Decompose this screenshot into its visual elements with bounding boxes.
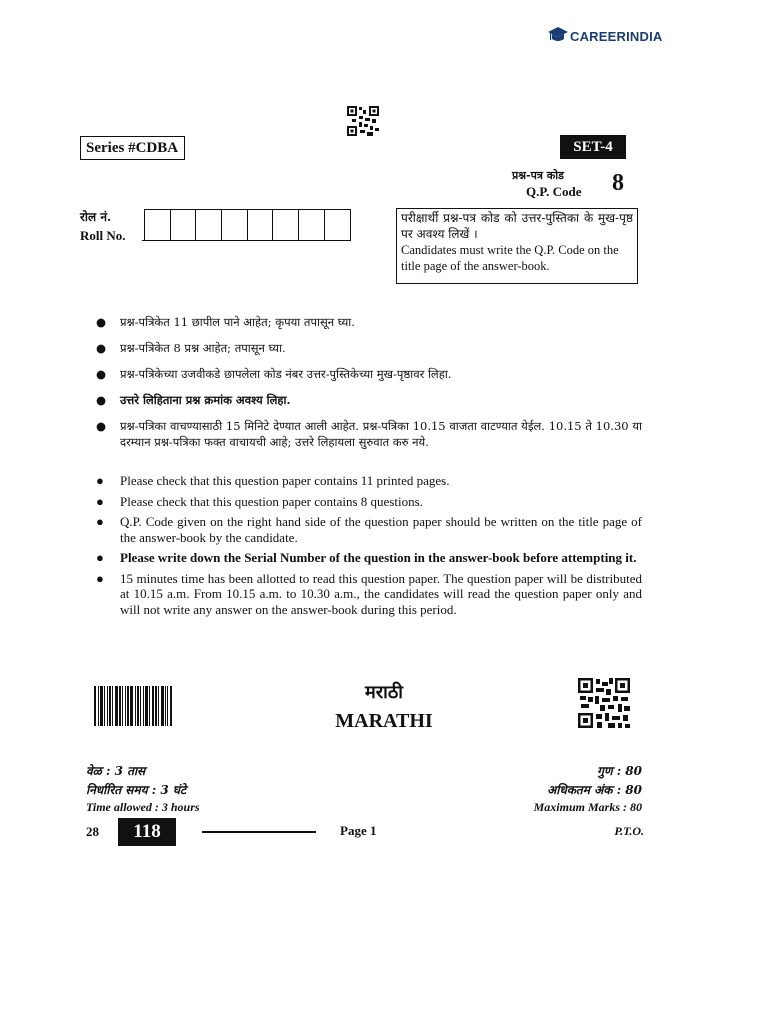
roll-digit-box[interactable] [171,210,197,240]
bullet-icon: ● [96,514,104,529]
list-item: ● Q.P. Code given on the right hand side of the question paper should be written on the title page of the answer-book by the candidate. [96,514,642,545]
roll-label: Roll No. [80,228,126,243]
qr-code-icon [347,106,379,140]
subject-title-marathi: मराठी [365,682,403,703]
list-item: ● उत्तरे लिहिताना प्रश्न क्रमांक अवश्य लिहा. [96,393,291,407]
time-allowed: Time allowed : 3 hours [86,800,200,814]
bullet-icon: ● [96,570,104,586]
list-item: ● प्रश्न-पत्रिकेच्या उजवीकडे छापलेला कोड नंबर उत्तर-पुस्तिकेच्या मुख-पृष्ठावर लिहा. [96,367,452,381]
marks-line-marathi: गुण : 80 [597,764,642,778]
page-number: Page 1 [340,823,377,838]
careerindia-logo [548,22,662,50]
qp-code-notice-box [396,208,638,284]
list-item: ● प्रश्न-पत्रिकेत 8 प्रश्न आहेत; तपासून घ्या. [96,341,286,355]
notice-hindi: परीक्षार्थी प्रश्न-पत्र कोड को उत्तर-पुस्तिका के मुख-पृष्ठ पर अवश्य लिखें । [401,211,633,241]
qr-code-icon [578,678,630,732]
maximum-marks: Maximum Marks : 80 [533,800,642,814]
roll-label-hindi: रोल नं. [80,210,112,224]
roll-digit-box[interactable] [273,210,299,240]
roll-digit-box[interactable] [222,210,248,240]
bullet-icon: ● [96,419,107,433]
roll-digit-box[interactable] [248,210,274,240]
subject-title: MARATHI [335,710,433,732]
instructions-english [96,473,642,622]
roll-digit-box[interactable] [196,210,222,240]
paper-number: 28 [86,824,99,839]
instructions-marathi [96,314,642,460]
roll-digit-box[interactable] [145,210,171,240]
set-badge: SET-4 [560,135,626,159]
qp-code-label: Q.P. Code [526,184,582,199]
series-label: Series #CDBA [80,136,185,160]
qp-code-label-hindi: प्रश्न-पत्र कोड [512,169,564,182]
list-item: ● प्रश्न-पत्रिका वाचण्यासाठी 15 मिनिटे देण्यात आली आहेत. प्रश्न-पत्रिका 10.15 वाजता वाटण्यात येईल. 10.15 ते 10.30 या दरम्यान प्रश्न-पत्रिका फक्त वाचायची आहे; उत्तरे लिहायला सुरुवात करु नये. [96,419,642,449]
bullet-icon: ● [96,473,104,488]
roll-digit-box[interactable] [299,210,325,240]
marks-line-hindi: अधिकतम अंक : 80 [547,783,642,797]
bullet-icon: ● [96,393,107,407]
list-item: ● Please check that this question paper contains 11 printed pages. [96,473,450,488]
subject-code-badge: 118 [118,818,176,846]
bullet-icon: ● [96,493,104,509]
time-line-marathi: वेळ : 3 तास [86,764,146,778]
list-item: ● Please write down the Serial Number of the question in the answer-book before attempting it. [96,550,637,565]
roll-number-boxes[interactable] [144,209,351,241]
bullet-icon: ● [96,367,107,381]
time-line-hindi: निर्धारित समय : 3 घंटे [86,783,186,797]
notice-english: Candidates must write the Q.P. Code on the title page of the answer-book. [401,243,619,273]
list-item: ● Please check that this question paper contains 8 questions. [96,493,423,509]
bullet-icon: ● [96,315,107,329]
bullet-icon: ● [96,341,107,355]
pto-label: P.T.O. [614,824,644,838]
roll-digit-box[interactable] [325,210,350,240]
brand-name: CAREERINDIA [570,28,663,44]
list-item: ● प्रश्न-पत्रिकेत 11 छापील पाने आहेत; कृपया तपासून घ्या. [96,315,355,329]
footer-divider [202,831,316,833]
list-item: ● 15 minutes time has been allotted to read this question paper. The question paper will be distributed at 10.15 a.m. From 10.15 a.m. to 10.30 a.m., the candidates will read the question paper only and will not write any answer on the answer-book during this period. [96,570,642,617]
qp-code-value: 8 [612,170,624,196]
bullet-icon: ● [96,550,104,565]
graduation-cap-icon [548,25,568,47]
